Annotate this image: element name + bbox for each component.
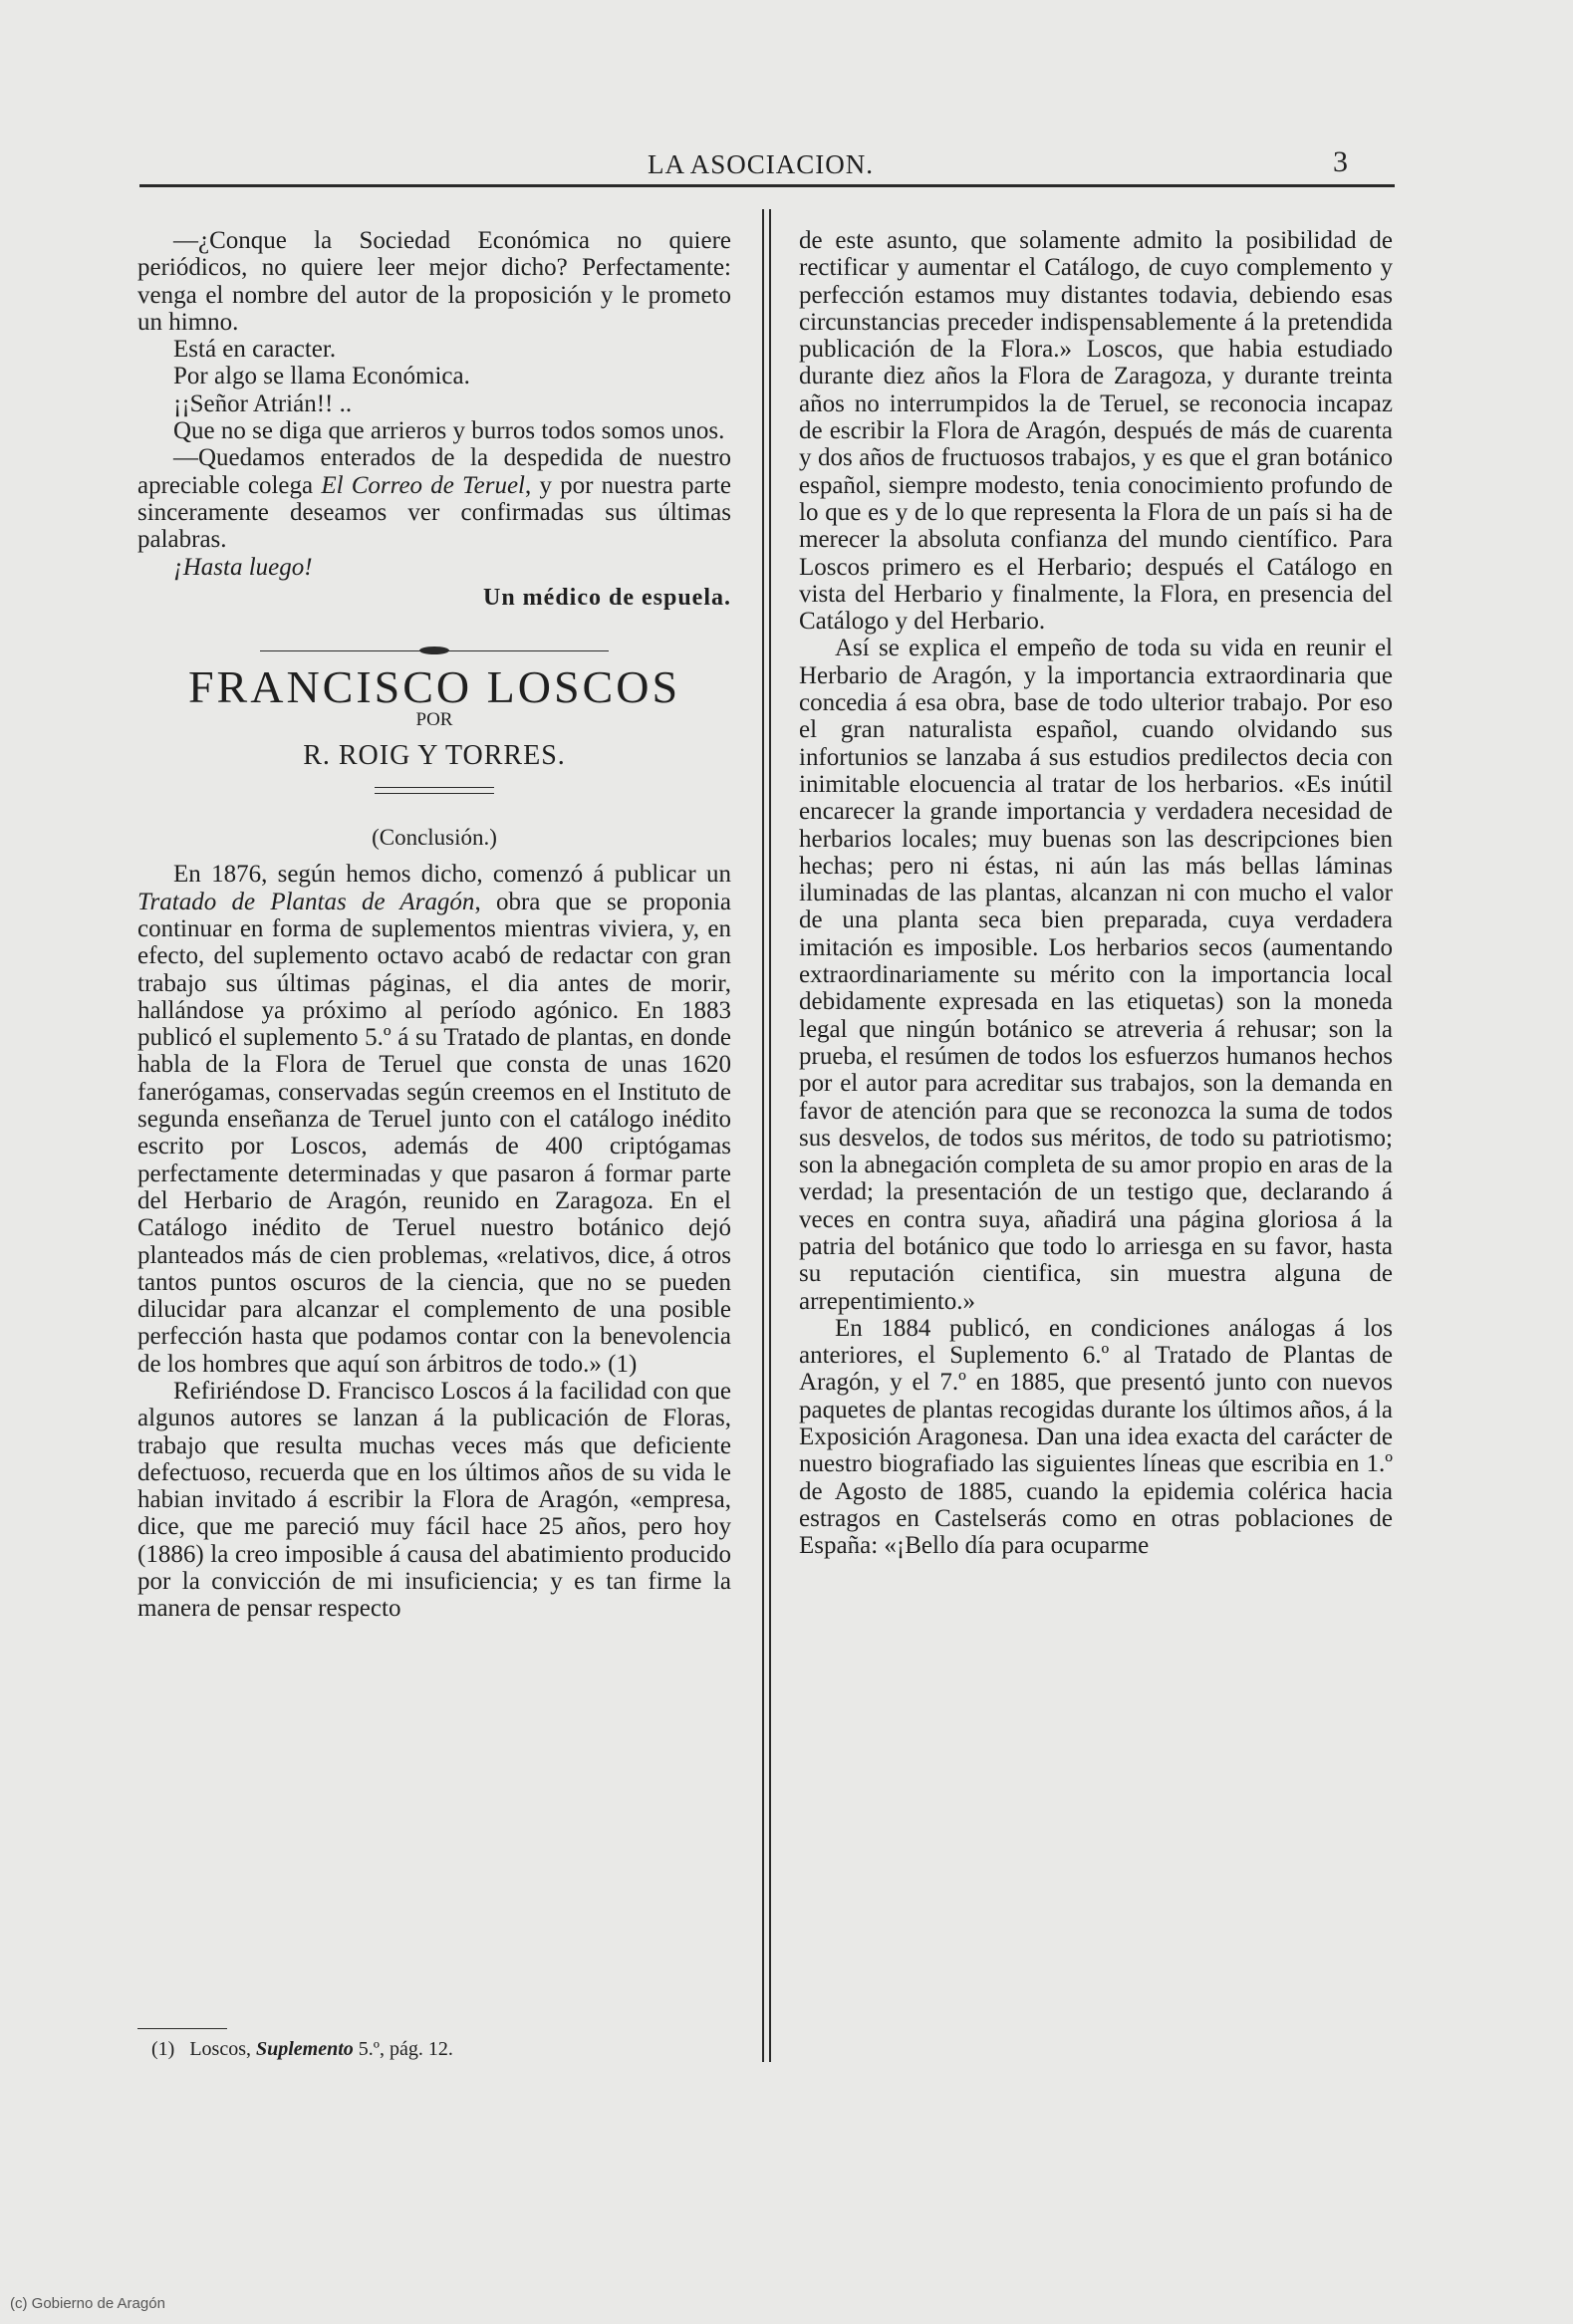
title-double-rule <box>375 787 494 794</box>
newspaper-title: LA ASOCIACION. <box>648 149 875 179</box>
despedida-paragraph <box>137 444 731 553</box>
footnote-work: Suplemento <box>256 2038 354 2060</box>
article-paragraph: En 1884 publicó, en condiciones análogas á los anteriores, el Suplemento 6.º al Tratado de Plantas de Aragón, y el 7.º en 1885, que presentó junto con nuevos paquetes de plantas recogidas durante los últimos años, á la Exposición Aragonesa. Dan una idea exacta del carácter de nuestro biografiado las siguientes líneas que escribia en 1.º de Agosto de 1885, cuando la epidemia colérica hacia estragos en Castelserás como en otras poblaciones de España: «¡Bello día para ocuparme <box>799 1314 1393 1560</box>
article-byline-por: POR <box>415 709 453 731</box>
article-author: R. ROIG Y TORRES. <box>303 739 566 771</box>
intro-paragraph: ¡¡Señor Atrián!! .. <box>173 389 353 417</box>
left-column <box>137 227 731 1623</box>
intro-paragraph: Por algo se llama Económica. <box>173 363 470 390</box>
footnote-rest: 5.º, pág. 12. <box>358 2038 453 2060</box>
copyright-watermark: (c) Gobierno de Aragón <box>10 2295 165 2312</box>
article-paragraph: Refiriéndose D. Francisco Loscos á la facilidad con que algunos autores se lanzan á la publicación de Floras, trabajo que resulta muchas veces más que deficiente defectuoso, recuerda que en los últimos años de su vida le habian invitado á escribir la Flora de Aragón, «empresa, dice, que me pareció muy fácil hace 25 años, pero hoy (1886) la creo imposible á causa del abatimiento producido por la convicción de mi insuficiencia; y es tan firme la manera de pensar respecto <box>137 1377 731 1623</box>
despedida-text-after: , y por nuestra parte sinceramente deseamos ver confirmadas sus últimas palabras. <box>137 471 732 554</box>
hasta-luego: ¡Hasta luego! <box>173 553 313 581</box>
page-number: 3 <box>1333 145 1348 178</box>
ornament-diamond <box>419 646 449 654</box>
header-rule <box>139 184 1395 187</box>
footnote-author: Loscos, <box>189 2038 251 2060</box>
intro-paragraph: —¿Conque la Sociedad Económica no quiere periódicos, no quiere leer mejor dicho? Perfectamente: venga el nombre del autor de la proposición y le prometo un himno. <box>137 227 731 336</box>
column-divider-right <box>769 209 771 2062</box>
article-title: FRANCISCO LOSCOS <box>187 661 681 713</box>
signature: Un médico de espuela. <box>483 584 731 611</box>
article-paragraph: En 1876, según hemos dicho, comenzó á publicar un Tratado de Plantas de Aragón, obra que se proponia continuar en forma de suplementos mientras viviera, y, en efecto, del suplemento octavo acabó de redactar con gran trabajo sus últimas páginas, el dia antes de morir, hallándose ya próximo al período agónico. En 1883 publicó el suplemento 5.º á su Tratado de plantas, en donde habla de la Flora de Teruel que consta de unas 1620 fanerógamas, conservadas según creemos en el Instituto de segunda enseñanza de Teruel junto con el catálogo inédito escrito por Loscos, además de 400 criptógamas perfectamente determinadas y que pasaron á formar parte del Herbario de Aragón, reunido en Zaragoza. En el Catálogo inédito de Teruel nuestro botánico dejó planteados más de cien problemas, «relativos, dice, á otros tantos puntos oscuros de la ciencia, que no se pueden dilucidar para alcanzar el complemento de una posible perfección hasta que podamos contar con la benevolencia de los hombres que aquí son árbitros de todo.» (1) <box>137 861 731 1378</box>
section-ornament <box>260 646 609 655</box>
article-paragraph: Así se explica el empeño de toda su vida en reunir el Herbario de Aragón, y la importancia extraordinaria que concedia á esa obra, base de todo ulterior trabajo. Por eso el gran naturalista español, cuando olvidando sus infortunios se lanzaba á sus estudios predilectos decia con inimitable elocuencia al tratar de los herbarios. «Es inútil encarecer la grande importancia y verdadera necesidad de herbarios locales; muy buenas son las descripciones bien hechas; pero ni éstas, ni aún las más bellas láminas iluminadas de las plantas, alcanzan ni con mucho el valor de una planta seca bien preparada, cuya verdadera imitación es imposible. Los herbarios secos (aumentando extraordinariamente su mérito con la importancia local debidamente expresada en las etiquetas) son la moneda legal que ningún botánico se atreveria á rehusar; son la prueba, el resúmen de todos los esfuerzos humanos hechos por el autor para acreditar sus trabajos, son la demanda en favor de atención para que se reconozca la suma de todos sus desvelos, de todos sus méritos, de todo su patriotismo; son la abnegación completa de su amor propio en aras de la verdad; la presentación de un testigo que, declarando á veces en contra suya, añadirá una página gloriosa á la patria del botánico que todo lo arriesga en su favor, hasta su reputación cientifica, sin muestra alguna de arrepentimiento.» <box>799 635 1393 1315</box>
right-column <box>799 227 1393 1560</box>
footnote <box>151 2038 453 2061</box>
intro-paragraph: Está en caracter. <box>173 336 337 364</box>
footnote-marker: (1) <box>151 2038 175 2060</box>
despedida-text-before: —Quedamos enterados de la despedida de nuestro apreciable colega <box>137 444 731 499</box>
intro-paragraph: Que no se diga que arrieros y burros todos somos unos. <box>173 417 725 445</box>
article-conclusion-note: (Conclusión.) <box>372 825 497 851</box>
column-divider-left <box>762 209 764 2062</box>
work-title: Tratado de Plantas de Aragón <box>137 888 475 915</box>
newspaper-name: El Correo de Teruel <box>321 471 525 499</box>
article-paragraph: de este asunto, que solamente admito la posibilidad de rectificar y aumentar el Catálogo, de cuyo complemento y perfección estamos muy distantes todavia, debiendo esas circunstancias preceder indispensablemente á la pretendida publicación de la Flora.» Loscos, que habia estudiado durante diez años la Flora de Zaragoza, y durante treinta años no interrumpidos la de Teruel, se reconocia incapaz de escribir la Flora de Aragón, después de más de cuarenta y dos años de fructuosos trabajos, y es que el gran botánico español, siempre modesto, tenia conocimiento profundo de lo que es y de lo que representa la Flora de un país si ha de merecer la absoluta confianza del mundo científico. Para Loscos primero es el Herbario; después el Catálogo en vista del Herbario y finalmente, la Flora, en presencia del Catálogo y del Herbario. <box>799 227 1393 636</box>
footnote-rule <box>137 2028 227 2029</box>
